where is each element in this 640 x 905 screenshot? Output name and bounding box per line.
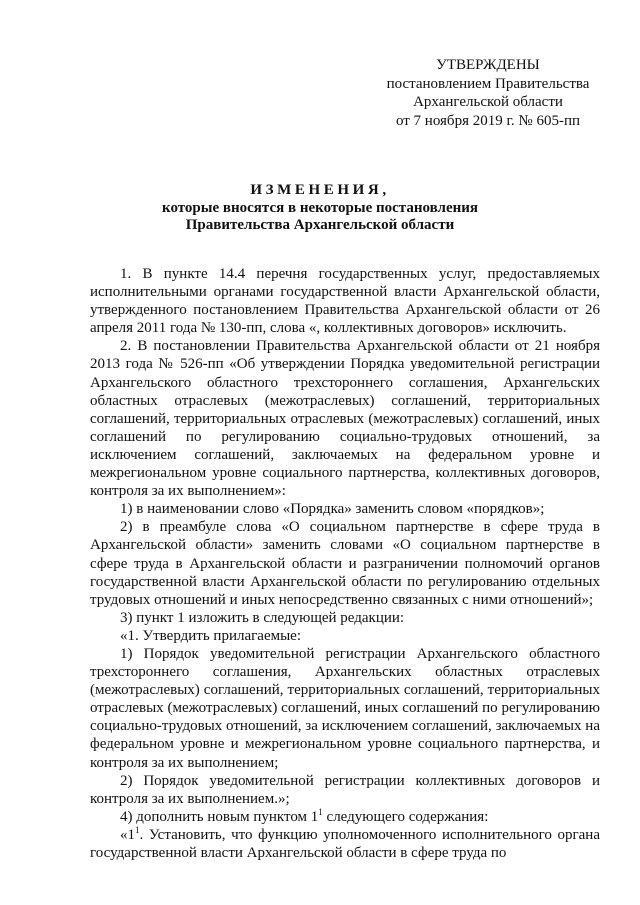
heading-subtitle-1: которые вносятся в некоторые постановления (162, 200, 478, 216)
paragraph-10-text: «1 (120, 826, 135, 843)
heading-title: ИЗМЕНЕНИЯ, (250, 182, 390, 198)
approval-title: УТВЕРЖДЕНЫ (436, 57, 540, 73)
document-body (90, 265, 600, 862)
paragraph-10-text-end: . Установить, что функцию уполномоченного исполнительного органа государственной власти Архангельской области в сфере труда по (90, 826, 600, 861)
paragraph-8: 2) Порядок уведомительной регистрации коллективных договоров и контроля за их выполнением.»; (90, 772, 600, 807)
paragraph-9-text: 4) дополнить новым пунктом 1 (120, 808, 319, 825)
paragraph-3: 1) в наименовании слово «Порядка» заменить словом «порядков»; (120, 501, 545, 518)
paragraph-5: 3) пункт 1 изложить в следующей редакции: (120, 609, 405, 626)
paragraph-6: «1. Утвердить прилагаемые: (120, 627, 301, 644)
paragraph-1: 1. В пункте 14.4 перечня государственных услуг, предоставляемых исполнительными органами государственной власти Архангельской области, утвержденного постановлением Правительства Архангельской области от 26 апреля 2011 года № 130-пп, слова «, коллективных договоров» исключить. (90, 266, 600, 337)
approval-line-1: постановлением Правительства (386, 75, 590, 92)
paragraph-10 (90, 826, 600, 862)
paragraph-9 (90, 808, 600, 826)
document-heading (0, 180, 640, 234)
paragraph-7: 1) Порядок уведомительной регистрации Архангельского областного трехстороннего соглашения, Архангельских областных отраслевых (межотраслевых) соглашений, территориальных соглашений, территориальных отраслевых (межотраслевых) соглашений, иных соглашений по регулированию социально-трудовых отношений, за исключением соглашений, заключаемых на федеральном уровне и межрегиональном уровне социального партнерства, и контроля за их выполнением; (90, 645, 600, 771)
paragraph-4: 2) в преамбуле слова «О социальном партнерстве в сфере труда в Архангельской области» заменить словами «О социальном партнерстве в сфере труда в Архангельской области и разграничении полномочий органов государственной власти Архангельской области по регулированию отдельных трудовых отношений и иных непосредственно связанных с ними отношений»; (90, 519, 600, 608)
paragraph-2: 2. В постановлении Правительства Архангельской области от 21 ноября 2013 года № 526-пп «Об утверждении Порядка уведомительной регистрации Архангельского областного трехстороннего соглашения, Архангельских областных отраслевых (межотраслевых) соглашений, территориальных соглашений, территориальных отраслевых (межотраслевых) соглашений, иных соглашений по регулированию социально-трудовых отношений, за исключением соглашений, заключаемых на федеральном уровне и межрегиональном уровне социального партнерства, коллективных договоров, контроля за их выполнением»: (90, 338, 600, 500)
approval-line-2: Архангельской области (413, 94, 563, 110)
heading-subtitle-2: Правительства Архангельской области (185, 217, 455, 233)
paragraph-10-superscript: 1 (135, 824, 140, 835)
approval-block (372, 56, 604, 130)
paragraph-9-text-end: следующего содержания: (322, 808, 489, 825)
approval-line-3: от 7 ноября 2019 г. № 605-пп (395, 112, 581, 129)
paragraph-9-superscript: 1 (318, 806, 323, 817)
